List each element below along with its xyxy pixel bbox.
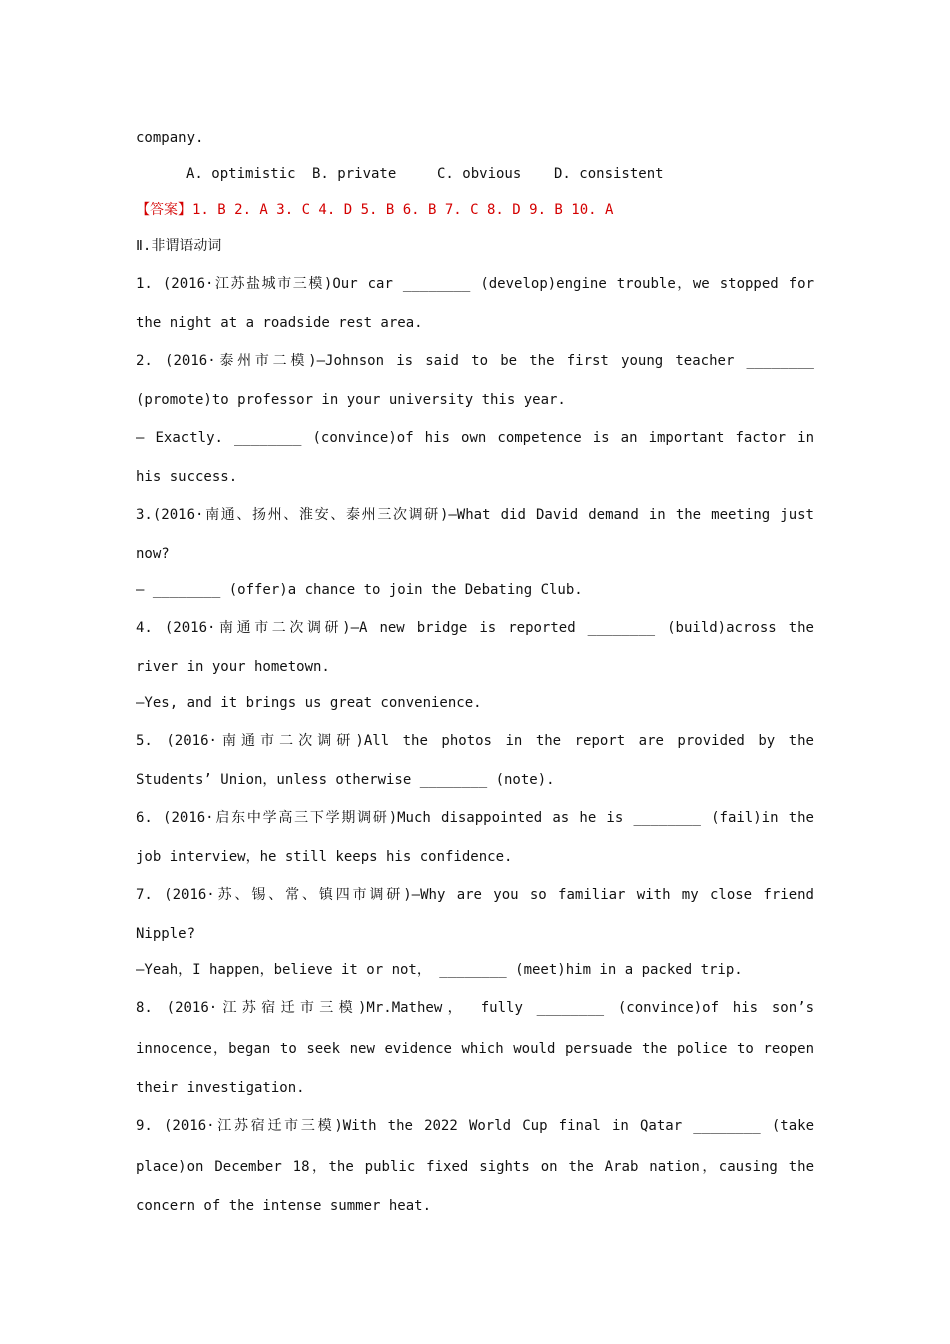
question-8-line-2: innocence，began to seek new evidence which would persuade the police to reopen [136,1041,814,1057]
section-heading: Ⅱ.非谓语动词 [136,238,222,254]
question-2-line-1: 2. (2016·泰州市二模)—Johnson is said to be the first young teacher ________ [136,353,814,369]
question-9-line-2: place)on December 18，the public fixed sights on the Arab nation，causing the [136,1159,814,1175]
question-5-line-2: Students’ Union，unless otherwise ________ (note). [136,772,555,788]
question-3-line-3: — ________ (offer)a chance to join the Debating Club. [136,582,583,598]
question-5-line-1: 5. (2016·南通市二次调研)All the photos in the report are provided by the [136,733,814,749]
question-8-line-1: 8. (2016·江苏宿迁市三模)Mr.Mathew， fully ________ (convince)of his son’s [136,1000,814,1016]
answer-label: 【答案】 [136,202,192,218]
option-c: C. obvious [437,166,522,182]
question-1-line-1: 1. (2016·江苏盐城市三模)Our car ________ (develop)engine trouble，we stopped for [136,276,814,292]
question-8-line-3: their investigation. [136,1080,305,1096]
question-4-line-2: river in your hometown. [136,659,330,675]
question-2-line-3: — Exactly. ________ (convince)of his own competence is an important factor in [136,430,814,446]
document-page [136,120,814,1224]
question-4-line-1: 4. (2016·南通市二次调研)—A new bridge is reported ________ (build)across the [136,620,814,636]
question-7-line-3: —Yeah，I happen，believe it or not， ________ (meet)him in a packed trip. [136,962,743,978]
question-7-line-1: 7. (2016·苏、锡、常、镇四市调研)—Why are you so familiar with my close friend [136,887,814,903]
question-2-line-2: (promote)to professor in your university this year. [136,392,566,408]
answer-text: 1. B 2. A 3. C 4. D 5. B 6. B 7. C 8. D 9. B 10. A [192,202,614,218]
question-9-line-1: 9. (2016·江苏宿迁市三模)With the 2022 World Cup final in Qatar ________ (take [136,1118,814,1134]
question-9-line-3: concern of the intense summer heat. [136,1198,432,1214]
answer-key [136,192,814,228]
question-3-line-1: 3.(2016·南通、扬州、淮安、泰州三次调研)—What did David demand in the meeting just [136,507,814,523]
question-6-line-2: job interview，he still keeps his confidence. [136,849,513,865]
option-a: A. optimistic [186,166,296,182]
question-6-line-1: 6. (2016·启东中学高三下学期调研)Much disappointed as he is ________ (fail)in the [136,810,814,826]
option-d: D. consistent [554,166,664,182]
text-line: company. [136,130,204,146]
question-1-line-2: the night at a roadside rest area. [136,315,423,331]
question-3-line-2: now? [136,546,170,562]
question-2-line-4: his success. [136,469,238,485]
answer-options [136,156,814,192]
question-7-line-2: Nipple? [136,926,196,942]
question-4-line-3: —Yes, and it brings us great convenience. [136,695,482,711]
option-b: B. private [312,166,397,182]
